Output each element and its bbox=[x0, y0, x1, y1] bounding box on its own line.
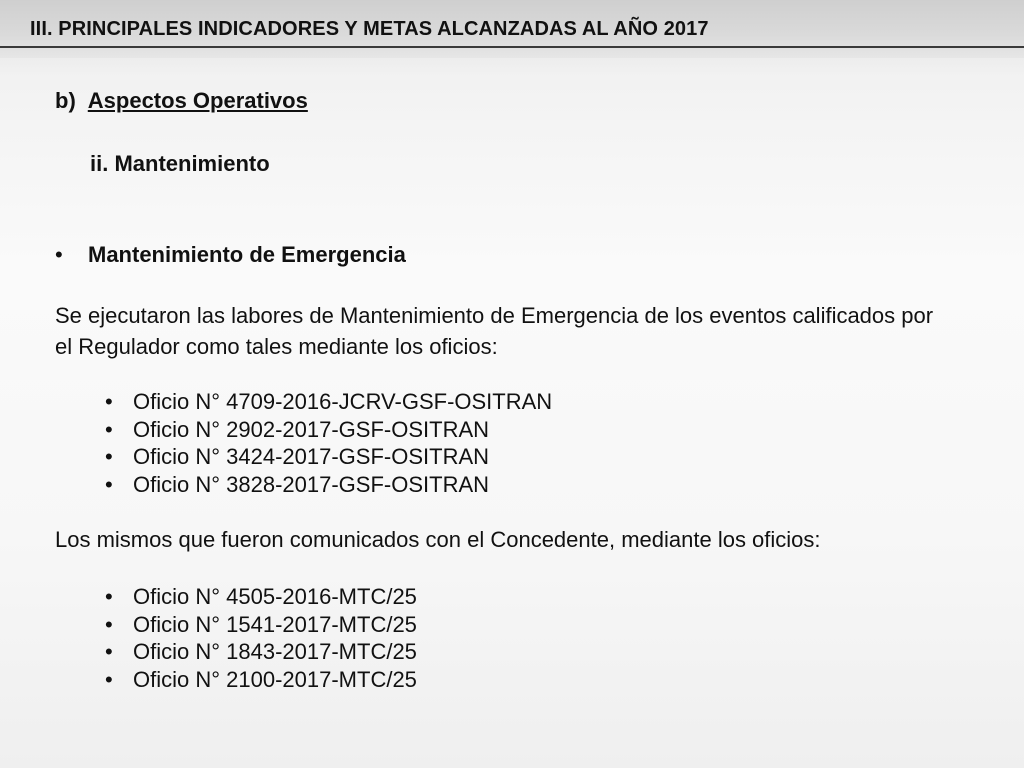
ositran-oficios-list bbox=[105, 388, 552, 498]
list-bullet: • bbox=[105, 389, 113, 414]
oficio-text: Oficio N° 2902-2017-GSF-OSITRAN bbox=[133, 416, 490, 442]
list-item bbox=[105, 638, 417, 666]
topic-heading bbox=[55, 242, 406, 268]
list-item bbox=[105, 416, 552, 444]
intro-paragraph: Se ejecutaron las labores de Mantenimiento de Emergencia de los eventos calificados por el Regulador como tales mediante los oficios: bbox=[55, 303, 934, 359]
list-item bbox=[105, 583, 417, 611]
topic-title: Mantenimiento de Emergencia bbox=[88, 242, 406, 267]
list-bullet: • bbox=[105, 444, 113, 469]
oficio-text: Oficio N° 1541-2017-MTC/25 bbox=[133, 611, 417, 637]
list-item bbox=[105, 666, 417, 694]
oficio-text: Oficio N° 1843-2017-MTC/25 bbox=[133, 639, 417, 664]
subsection-heading: ii. Mantenimiento bbox=[90, 151, 270, 176]
list-bullet: • bbox=[105, 611, 113, 637]
list-item bbox=[105, 471, 552, 499]
list-bullet: • bbox=[105, 639, 113, 664]
concedente-paragraph: Los mismos que fueron comunicados con el Concedente, mediante los oficios: bbox=[55, 527, 821, 552]
section-letter: b) bbox=[55, 88, 76, 113]
slide-title: III. PRINCIPALES INDICADORES Y METAS ALCANZADAS AL AÑO 2017 bbox=[30, 18, 709, 40]
list-item bbox=[105, 388, 552, 416]
oficio-text: Oficio N° 2100-2017-MTC/25 bbox=[133, 666, 417, 692]
list-item bbox=[105, 443, 552, 471]
list-bullet: • bbox=[105, 584, 113, 609]
topic-bullet: • bbox=[55, 242, 63, 267]
oficio-text: Oficio N° 3828-2017-GSF-OSITRAN bbox=[133, 471, 490, 497]
section-heading bbox=[55, 88, 308, 114]
oficio-text: Oficio N° 4505-2016-MTC/25 bbox=[133, 584, 417, 609]
list-bullet: • bbox=[105, 471, 113, 497]
section-title: Aspectos Operativos bbox=[87, 88, 308, 113]
list-item bbox=[105, 611, 417, 639]
list-bullet: • bbox=[105, 416, 113, 442]
list-bullet: • bbox=[105, 666, 113, 692]
oficio-text: Oficio N° 4709-2016-JCRV-GSF-OSITRAN bbox=[133, 389, 553, 414]
header-rule bbox=[0, 46, 1024, 48]
mtc-oficios-list bbox=[105, 583, 417, 693]
oficio-text: Oficio N° 3424-2017-GSF-OSITRAN bbox=[133, 444, 490, 469]
